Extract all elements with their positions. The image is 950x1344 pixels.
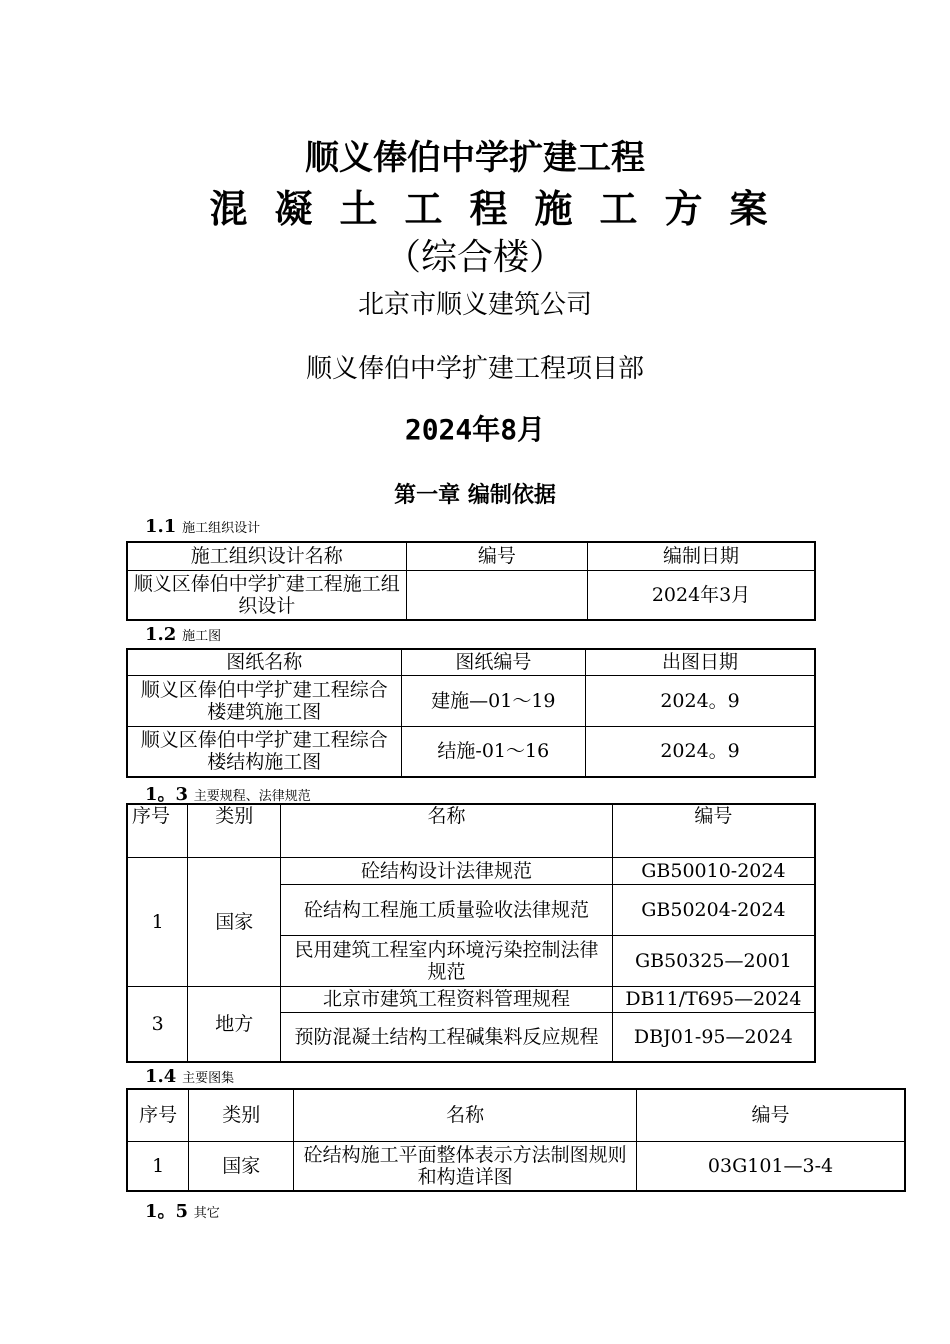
chapter-title: 第一章 编制依据 (394, 483, 556, 508)
atlas-table (126, 1088, 906, 1192)
header-cell: 类别 (188, 804, 281, 857)
code-number-cell: GB50204-2024 (612, 884, 815, 935)
table-row (127, 675, 815, 726)
atlas-name-cell: 砼结构施工平面整体表示方法制图规则和构造详图 (294, 1141, 637, 1191)
section-1-4-heading (145, 1066, 234, 1087)
section-number: 1。5 (145, 1201, 189, 1222)
seq-cell: 1 (127, 1141, 189, 1191)
code-number-cell: GB50010-2024 (612, 857, 815, 884)
drawing-code-cell: 建施—01～19 (401, 675, 586, 726)
org-design-table (126, 541, 816, 621)
document-date: 2024年8月 (404, 413, 546, 446)
section-1-1-heading (145, 516, 260, 537)
header-cell: 编号 (406, 542, 587, 570)
header-cell: 序号 (127, 804, 188, 857)
header-cell: 图纸名称 (127, 649, 401, 675)
document-subtitle: （综合楼） (384, 237, 565, 278)
header-cell: 出图日期 (586, 649, 815, 675)
section-label: 主要规程、法律规范 (193, 789, 311, 804)
section-number: 1.4 (145, 1066, 177, 1087)
category-cell: 地方 (188, 986, 281, 1062)
code-name-cell: 预防混凝土结构工程碱集料反应规程 (281, 1012, 613, 1062)
code-name-cell: 砼结构工程施工质量验收法律规范 (281, 884, 613, 935)
code-name-cell: 民用建筑工程室内环境污染控制法律规范 (281, 935, 613, 986)
atlas-code-cell: 03G101—3-4 (637, 1141, 905, 1191)
section-label: 施工图 (182, 629, 222, 644)
drawings-table (126, 648, 816, 778)
code-number-cell: DBJ01-95—2024 (612, 1012, 815, 1062)
header-cell: 序号 (127, 1089, 189, 1141)
design-code-cell (406, 570, 587, 620)
table-header-row (127, 542, 815, 570)
design-date-cell: 2024年3月 (588, 570, 815, 620)
code-name-cell: 砼结构设计法律规范 (281, 857, 613, 884)
drawing-code-cell: 结施-01～16 (401, 726, 586, 777)
drawing-date-cell: 2024。9 (586, 726, 815, 777)
header-cell: 名称 (294, 1089, 637, 1141)
project-title: 顺义俸伯中学扩建工程 (305, 138, 645, 178)
design-name-cell: 顺义区俸伯中学扩建工程施工组织设计 (127, 570, 406, 620)
section-1-5-heading (145, 1197, 220, 1223)
header-cell: 编号 (637, 1089, 905, 1141)
header-cell: 名称 (281, 804, 613, 857)
table-header-row (127, 1089, 905, 1141)
header-cell: 编制日期 (588, 542, 815, 570)
section-label: 其它 (193, 1206, 220, 1221)
section-number: 1。3 (145, 784, 189, 805)
drawing-date-cell: 2024。9 (586, 675, 815, 726)
codes-table (126, 803, 816, 1063)
drawing-name-cell: 顺义区俸伯中学扩建工程综合楼结构施工图 (127, 726, 401, 777)
header-cell: 施工组织设计名称 (127, 542, 406, 570)
drawing-name-cell: 顺义区俸伯中学扩建工程综合楼建筑施工图 (127, 675, 401, 726)
table-row (127, 986, 815, 1012)
table-row (127, 570, 815, 620)
document-title: 混凝土工程施工方案 (209, 187, 795, 231)
company-name: 北京市顺义建筑公司 (357, 290, 592, 320)
table-header-row (127, 649, 815, 675)
seq-cell: 3 (127, 986, 188, 1062)
category-cell: 国家 (189, 1141, 294, 1191)
section-number: 1.1 (145, 516, 177, 537)
code-number-cell: GB50325—2001 (612, 935, 815, 986)
code-name-cell: 北京市建筑工程资料管理规程 (281, 986, 613, 1012)
section-label: 主要图集 (182, 1071, 235, 1086)
section-label: 施工组织设计 (182, 521, 261, 536)
section-1-2-heading (145, 624, 221, 645)
table-header-row (127, 804, 815, 857)
table-row (127, 726, 815, 777)
table-row (127, 1141, 905, 1191)
header-cell: 编号 (612, 804, 815, 857)
header-cell: 类别 (189, 1089, 294, 1141)
category-cell: 国家 (188, 857, 281, 986)
header-cell: 图纸编号 (401, 649, 586, 675)
section-number: 1.2 (145, 624, 177, 645)
department-name: 顺义俸伯中学扩建工程项目部 (305, 354, 644, 384)
seq-cell: 1 (127, 857, 188, 986)
table-row (127, 857, 815, 884)
code-number-cell: DB11/T695—2024 (612, 986, 815, 1012)
